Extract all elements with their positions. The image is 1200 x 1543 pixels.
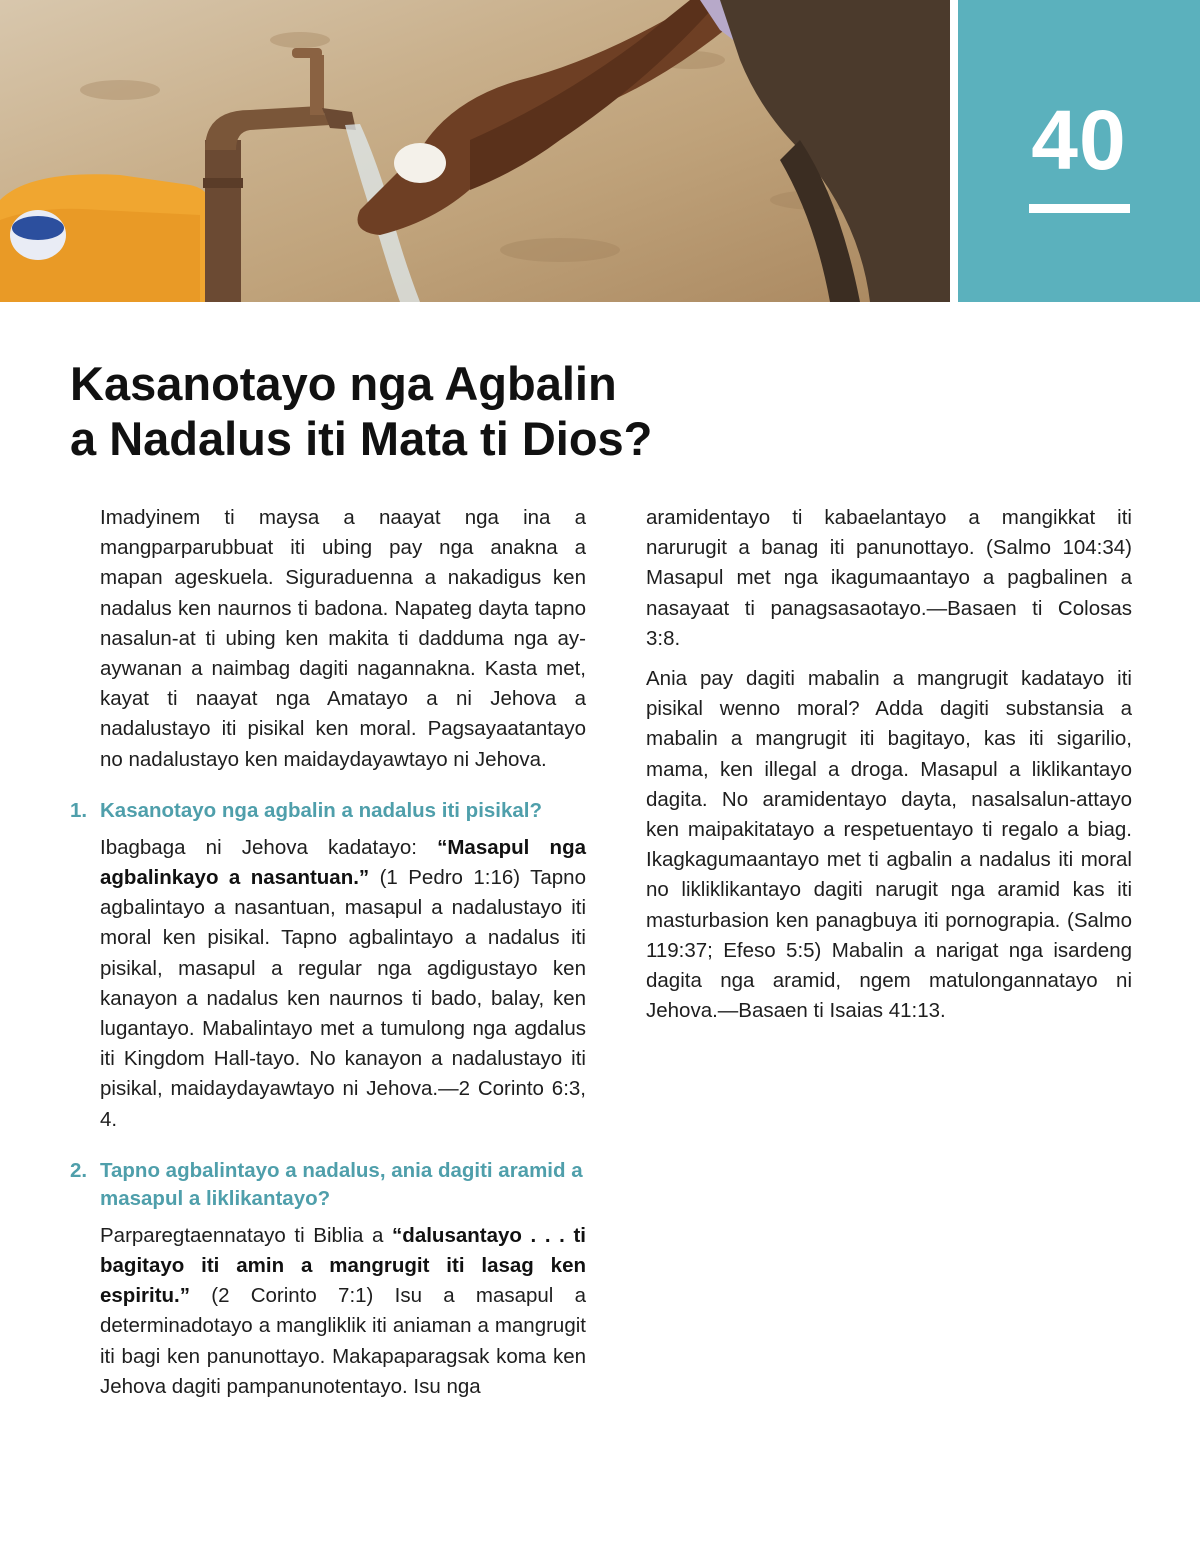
- left-column: [70, 503, 586, 1402]
- question-1-text: Kasanotayo nga agbalin a nadalus iti pisikal?: [100, 798, 543, 822]
- question-1: [70, 797, 586, 825]
- title-line-2: a Nadalus iti Mata ti Dios?: [70, 412, 653, 465]
- lesson-number: 40: [1031, 93, 1127, 187]
- right-column: [646, 503, 1132, 1036]
- section-2-paragraph-2: Ania pay dagiti mabalin a mangrugit kadatayo iti pisikal wenno moral? Adda dagiti substansia a mabalin a mangrugit iti bagitayo, kas iti sigarilio, mama, ken illegal a droga. Masapul a liklikantayo dagita. No aramidentayo dayta, nasalsalun-attayo ken maipakitatayo a respetuentayo ti regalo a biag. Ikagkagumaantayo met ti agbalin a nadalus iti moral no likliklikantayo dagiti narugit nga aramid kas iti masturbasion ken panagbuya iti pornograpia. (Salmo 119:37; Efeso 5:5) Mabalin a narigat nga isardeng dagita nga aramid, ngem matulongannatayo ni Jehova.—Basaen ti Isaias 41:13.: [646, 667, 1132, 1023]
- section-2-paragraph-1-continued: aramidentayo ti kabaelantayo a mangikkat iti narurugit a banag iti panunottayo. (Salmo 104:34) Masapul met nga ikagumaantayo a pagbalinen a nasayaat ti panagsasaotayo.—Basaen ti Colosas 3:8.: [646, 506, 1132, 650]
- section-2-text-a: Parparegtaennatayo ti Biblia a: [100, 1223, 393, 1247]
- title-line-1: Kasanotayo nga Agbalin: [70, 357, 617, 410]
- hand-washing-illustration: [0, 0, 950, 302]
- header-photo: [0, 0, 950, 302]
- section-2-quote: “dalusantayo . . . ti bagitayo iti amin a mangrugit iti lasag ken espiritu.”: [100, 1223, 586, 1308]
- section-1-text-a: Ibagbaga ni Jehova kadatayo:: [100, 835, 438, 859]
- lesson-number-badge: [958, 0, 1200, 302]
- question-1-number: 1.: [70, 798, 88, 822]
- section-2-text-b: (2 Corinto 7:1) Isu a masapul a determinadotayo a mangliklik iti aniaman a mangrugit iti bagi ken panunottayo. Makapaparagsak koma ken Jehova dagiti pampanunotentayo. Isu nga: [100, 1284, 586, 1398]
- section-1-quote: “Masapul nga agbalinkayo a nasantuan.”: [100, 835, 586, 890]
- question-2-number: 2.: [70, 1158, 88, 1182]
- section-1-paragraph: [100, 833, 586, 1135]
- page-title: [70, 356, 830, 466]
- section-2-paragraph-1: [100, 1221, 586, 1402]
- section-1-text-b: (1 Pedro 1:16) Tapno agbalintayo a nasantuan, masapul a nadalustayo iti moral ken pisikal. Tapno agbalintayo a nadalus iti pisikal, masapul a regular nga agdigustayo ken kanayon a nadalus ken naurnos ti bado, balay, ken lugantayo. Mabalintayo met a tumulong nga agdalus iti Kingdom Hall-tayo. No kanayon a nadalustayo iti pisikal, maidaydayawtayo ni Jehova.—2 Corinto 6:3, 4.: [100, 866, 586, 1131]
- badge-underline: [1029, 204, 1130, 213]
- question-2-text: Tapno agbalintayo a nadalus, ania dagiti aramid a masapul a liklikantayo?: [100, 1158, 583, 1210]
- question-2: [70, 1157, 586, 1213]
- intro-paragraph: Imadyinem ti maysa a naayat nga ina a mangparparubbuat iti ubing pay nga anakna a mapan ageskuela. Siguraduenna a nakadigus ken nadalus ken naurnos ti badona. Napateg dayta tapno nasalun-at ti ubing ken makita ti dadduma nga ay-aywanan a naimbag dagiti nagannakna. Kasta met, kayat ti naayat nga Amatayo a ni Jehova a nadalustayo iti pisikal ken moral. Pagsayaatantayo no nadalustayo ken maidaydayawtayo ni Jehova.: [100, 506, 586, 771]
